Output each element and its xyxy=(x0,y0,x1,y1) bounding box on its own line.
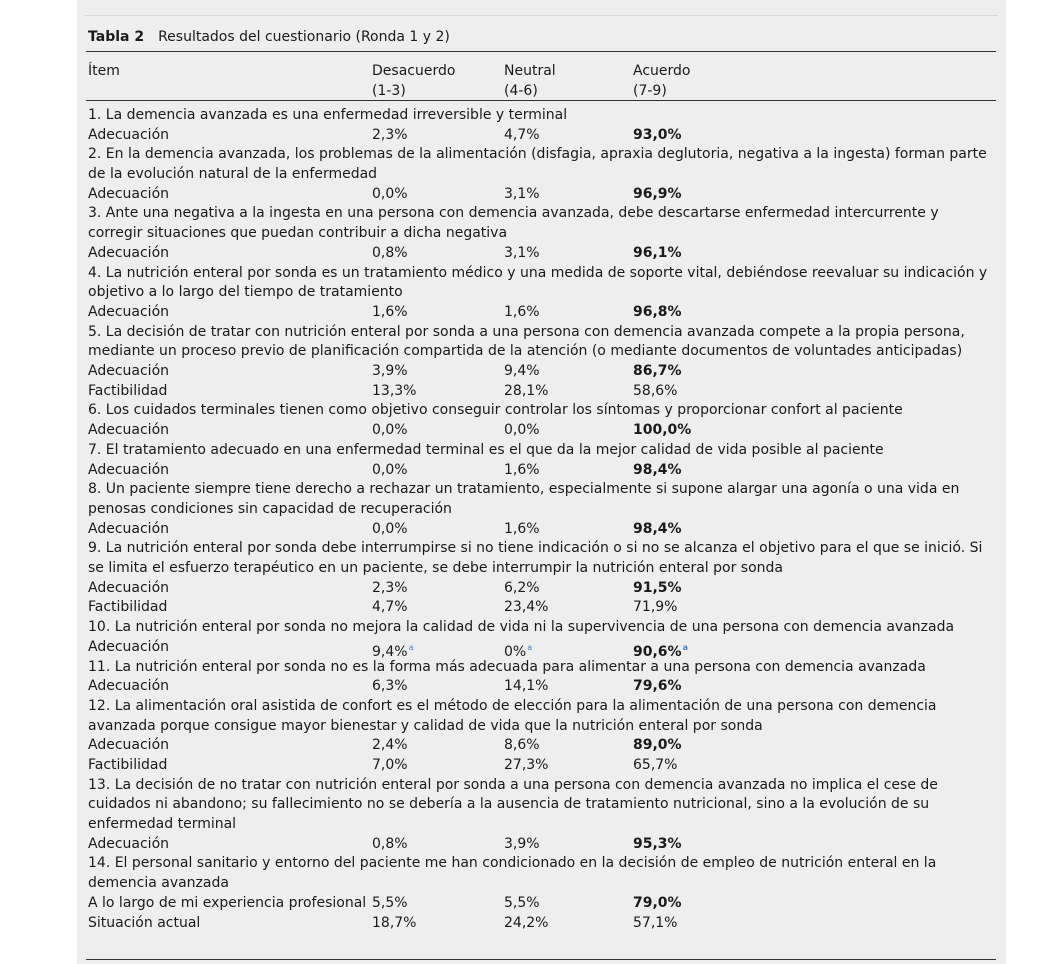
table-item xyxy=(88,618,993,660)
agree-value xyxy=(633,461,682,481)
disagree-value-text: 2,3% xyxy=(372,579,408,596)
header-item-label: Ítem xyxy=(88,63,120,79)
disagree-value xyxy=(372,598,408,618)
neutral-value-text: 0,0% xyxy=(504,422,540,439)
neutral-value xyxy=(504,461,540,481)
disagree-value xyxy=(372,421,408,441)
disagree-value xyxy=(372,894,408,914)
table-row xyxy=(88,579,993,599)
header-disagree xyxy=(372,61,455,101)
neutral-value-text: 1,6% xyxy=(504,520,540,537)
agree-value xyxy=(633,677,682,697)
neutral-value xyxy=(504,894,540,914)
row-label xyxy=(88,382,167,402)
neutral-value-text: 4,7% xyxy=(504,126,540,143)
neutral-value-text: 6,2% xyxy=(504,579,540,596)
agree-value xyxy=(633,835,682,855)
neutral-value-text: 3,9% xyxy=(504,835,540,852)
row-label-text: Adecuación xyxy=(88,363,170,380)
table-row xyxy=(88,520,993,540)
table-title: Resultados del cuestionario (Ronda 1 y 2) xyxy=(158,29,450,45)
row-label xyxy=(88,914,200,934)
neutral-value xyxy=(504,579,540,599)
agree-value-text: 57,1% xyxy=(633,914,678,931)
row-label-text: Adecuación xyxy=(88,126,170,143)
disagree-value-text: 0,0% xyxy=(372,185,408,202)
neutral-value xyxy=(504,598,548,618)
agree-value-text: 58,6% xyxy=(633,382,678,399)
table-row xyxy=(88,382,993,402)
disagree-value xyxy=(372,185,408,205)
item-statement: 7. El tratamiento adecuado en una enfermedad terminal es el que da la mejor calidad de vida posible al paciente xyxy=(88,441,884,458)
table-row xyxy=(88,736,993,756)
disagree-value xyxy=(372,914,416,934)
item-statement: 14. El personal sanitario y entorno del paciente me han condicionado en la decisión de empleo de nutrición enteral en la demencia avanzada xyxy=(88,855,937,892)
neutral-value-text: 23,4% xyxy=(504,599,549,616)
agree-value-text: 71,9% xyxy=(633,599,678,616)
row-label-text: A lo largo de mi experiencia profesional xyxy=(88,894,367,911)
neutral-value-text: 5,5% xyxy=(504,894,540,911)
neutral-value-text: 3,1% xyxy=(504,244,540,261)
agree-value-text: 86,7% xyxy=(633,363,682,380)
table-row xyxy=(88,362,993,382)
table-caption xyxy=(88,29,450,45)
disagree-value xyxy=(372,677,408,697)
neutral-value-text: 0% xyxy=(504,643,527,660)
neutral-value-text: 14,1% xyxy=(504,678,549,695)
table-item xyxy=(88,658,993,697)
row-label-text: Adecuación xyxy=(88,303,170,320)
header-neutral-range: (4-6) xyxy=(504,83,538,99)
disagree-value xyxy=(372,362,408,382)
row-label xyxy=(88,736,169,756)
top-divider xyxy=(85,15,998,16)
table-row xyxy=(88,421,993,441)
disagree-value-text: 0,8% xyxy=(372,244,408,261)
row-label xyxy=(88,461,169,481)
neutral-value xyxy=(504,303,540,323)
disagree-value-text: 9,4% xyxy=(372,643,408,660)
row-label xyxy=(88,677,169,697)
item-statement: 2. En la demencia avanzada, los problemas de la alimentación (disfagia, apraxia deglutoria, negativa a la ingesta) forman parte de la evolución natural de la enfermedad xyxy=(88,146,987,183)
agree-value xyxy=(633,244,682,264)
table-row xyxy=(88,303,993,323)
disagree-value-text: 0,0% xyxy=(372,422,408,439)
row-label xyxy=(88,244,169,264)
item-statement: 4. La nutrición enteral por sonda es un tratamiento médico y una medida de soporte vital, debiéndose reevaluar su indicación y objetivo a lo largo del tiempo de tratamiento xyxy=(88,264,988,301)
row-label-text: Situación actual xyxy=(88,914,201,931)
neutral-value-text: 9,4% xyxy=(504,363,540,380)
footnote-marker[interactable]: a xyxy=(682,642,688,652)
neutral-value xyxy=(504,677,548,697)
table-item xyxy=(88,106,993,145)
row-label-text: Adecuación xyxy=(88,737,170,754)
disagree-value-text: 13,3% xyxy=(372,382,417,399)
agree-value xyxy=(633,894,682,914)
disagree-value xyxy=(372,244,408,264)
table-row xyxy=(88,638,993,658)
neutral-value xyxy=(504,914,548,934)
row-label-text: Adecuación xyxy=(88,422,170,439)
table-item xyxy=(88,264,993,323)
table-row xyxy=(88,914,993,934)
neutral-value-text: 1,6% xyxy=(504,461,540,478)
disagree-value-text: 4,7% xyxy=(372,599,408,616)
table-row xyxy=(88,835,993,855)
disagree-value xyxy=(372,579,408,599)
neutral-value-text: 3,1% xyxy=(504,185,540,202)
neutral-value xyxy=(504,638,532,663)
row-label xyxy=(88,303,169,323)
row-label xyxy=(88,894,366,914)
agree-value-text: 96,9% xyxy=(633,185,682,202)
agree-value xyxy=(633,185,682,205)
table-row xyxy=(88,756,993,776)
table-item xyxy=(88,323,993,402)
neutral-value xyxy=(504,244,540,264)
row-label-text: Factibilidad xyxy=(88,756,168,773)
agree-value-text: 90,6% xyxy=(633,643,682,660)
agree-value xyxy=(633,598,677,618)
table-row xyxy=(88,598,993,618)
table-item xyxy=(88,204,993,263)
neutral-value xyxy=(504,362,540,382)
item-statement: 10. La nutrición enteral por sonda no mejora la calidad de vida ni la supervivencia de una persona con demencia avanzada xyxy=(88,619,955,636)
row-label-text: Adecuación xyxy=(88,244,170,261)
row-label xyxy=(88,598,167,618)
agree-value-text: 98,4% xyxy=(633,461,682,478)
header-agree-label: Acuerdo xyxy=(633,63,691,79)
agree-value xyxy=(633,638,688,663)
table-item xyxy=(88,539,993,618)
agree-value-text: 98,4% xyxy=(633,520,682,537)
table-row xyxy=(88,244,993,264)
row-label xyxy=(88,835,169,855)
disagree-value xyxy=(372,835,408,855)
neutral-value xyxy=(504,185,540,205)
row-label-text: Adecuación xyxy=(88,678,170,695)
row-label-text: Adecuación xyxy=(88,461,170,478)
table-row xyxy=(88,461,993,481)
agree-value-text: 96,1% xyxy=(633,244,682,261)
neutral-value xyxy=(504,382,548,402)
disagree-value xyxy=(372,126,408,146)
item-statement: 9. La nutrición enteral por sonda debe interrumpirse si no tiene indicación o si no se alcanza el objetivo para el que se inició. Si se limita el esfuerzo terapéutico en un paciente, se debe interrumpir la nutrición enteral por sonda xyxy=(88,540,983,577)
table-item xyxy=(88,480,993,539)
agree-value xyxy=(633,756,677,776)
table-item xyxy=(88,776,993,855)
row-label-text: Adecuación xyxy=(88,579,170,596)
row-label-text: Adecuación xyxy=(88,185,170,202)
row-label xyxy=(88,520,169,540)
table-item xyxy=(88,145,993,204)
item-statement: 5. La decisión de tratar con nutrición enteral por sonda a una persona con demencia avanzada compete a la propia persona, mediante un proceso previo de planificación compartida de la atención (o mediante documentos de voluntades anticipadas) xyxy=(88,323,965,360)
row-label-text: Adecuación xyxy=(88,520,170,537)
row-label xyxy=(88,126,169,146)
disagree-value xyxy=(372,638,413,663)
disagree-value-text: 5,5% xyxy=(372,894,408,911)
footnote-marker[interactable]: a xyxy=(408,642,414,652)
header-agree-range: (7-9) xyxy=(633,83,667,99)
header-neutral-label: Neutral xyxy=(504,63,556,79)
disagree-value xyxy=(372,520,408,540)
agree-value-text: 95,3% xyxy=(633,835,682,852)
disagree-value xyxy=(372,736,408,756)
table-row xyxy=(88,126,993,146)
neutral-value xyxy=(504,520,540,540)
agree-value-text: 79,6% xyxy=(633,678,682,695)
agree-value xyxy=(633,914,677,934)
table-row xyxy=(88,894,993,914)
table-row xyxy=(88,677,993,697)
row-label-text: Factibilidad xyxy=(88,382,168,399)
row-label xyxy=(88,756,167,776)
neutral-value xyxy=(504,756,548,776)
agree-value xyxy=(633,382,677,402)
row-label-text: Factibilidad xyxy=(88,599,168,616)
agree-value xyxy=(633,736,682,756)
agree-value xyxy=(633,421,691,441)
disagree-value-text: 0,0% xyxy=(372,461,408,478)
agree-value xyxy=(633,520,682,540)
disagree-value xyxy=(372,461,408,481)
item-statement: 3. Ante una negativa a la ingesta en una persona con demencia avanzada, debe descartarse enfermedad intercurrente y corregir situaciones que puedan contribuir a dicha negativa xyxy=(88,205,939,242)
row-label xyxy=(88,362,169,382)
table-body xyxy=(88,106,993,933)
disagree-value-text: 2,3% xyxy=(372,126,408,143)
neutral-value-text: 27,3% xyxy=(504,756,549,773)
disagree-value-text: 7,0% xyxy=(372,756,408,773)
item-statement: 1. La demencia avanzada es una enfermedad irreversible y terminal xyxy=(88,107,568,123)
item-statement: 8. Un paciente siempre tiene derecho a rechazar un tratamiento, especialmente si supone alargar una agonía o una vida en penosas condiciones sin capacidad de recuperación xyxy=(88,481,960,517)
item-statement: 13. La decisión de no tratar con nutrición enteral por sonda a una persona con demencia avanzada no implica el cese de cuidados ni abandono; su fallecimiento no se debería a la ausencia de tratamiento nutricional, sino a la evolución de su enfermedad terminal xyxy=(88,776,938,833)
neutral-value xyxy=(504,835,540,855)
header-neutral xyxy=(504,61,556,101)
disagree-value-text: 2,4% xyxy=(372,737,408,754)
item-statement: 12. La alimentación oral asistida de confort es el método de elección para la alimentación de una persona con demencia avanzada porque consigue mayor bienestar y calidad de vida que la nutrición enteral por sonda xyxy=(88,697,937,734)
table-bottom-rule xyxy=(86,959,996,960)
agree-value xyxy=(633,579,682,599)
disagree-value-text: 1,6% xyxy=(372,303,408,320)
agree-value xyxy=(633,126,682,146)
table-item xyxy=(88,697,993,776)
header-bottom-rule xyxy=(86,100,996,101)
table-item xyxy=(88,441,993,480)
item-statement: 11. La nutrición enteral por sonda no es la forma más adecuada para alimentar a una persona con demencia avanzada xyxy=(88,658,926,675)
agree-value-text: 65,7% xyxy=(633,756,678,773)
disagree-value xyxy=(372,303,408,323)
agree-value-text: 89,0% xyxy=(633,737,682,754)
disagree-value-text: 3,9% xyxy=(372,363,408,380)
row-label xyxy=(88,579,169,599)
header-disagree-label: Desacuerdo xyxy=(372,63,456,79)
neutral-value xyxy=(504,126,540,146)
document-page xyxy=(77,0,1006,964)
header-disagree-range: (1-3) xyxy=(372,83,406,99)
header-item xyxy=(88,61,120,81)
disagree-value-text: 0,0% xyxy=(372,520,408,537)
neutral-value-text: 28,1% xyxy=(504,382,549,399)
footnote-marker[interactable]: a xyxy=(527,642,533,652)
item-statement: 6. Los cuidados terminales tienen como objetivo conseguir controlar los síntomas y proporcionar confort al paciente xyxy=(88,402,903,419)
agree-value-text: 79,0% xyxy=(633,894,682,911)
row-label-text: Adecuación xyxy=(88,835,170,852)
neutral-value xyxy=(504,421,540,441)
agree-value-text: 100,0% xyxy=(633,422,692,439)
table-item xyxy=(88,854,993,933)
neutral-value-text: 1,6% xyxy=(504,303,540,320)
header-agree xyxy=(633,61,690,101)
agree-value-text: 91,5% xyxy=(633,579,682,596)
table-row xyxy=(88,185,993,205)
agree-value xyxy=(633,362,682,382)
disagree-value-text: 0,8% xyxy=(372,835,408,852)
row-label xyxy=(88,638,169,658)
agree-value-text: 96,8% xyxy=(633,303,682,320)
table-item xyxy=(88,401,993,440)
disagree-value-text: 18,7% xyxy=(372,914,417,931)
disagree-value xyxy=(372,756,408,776)
header-top-rule xyxy=(86,51,996,52)
row-label xyxy=(88,421,169,441)
neutral-value xyxy=(504,736,540,756)
agree-value-text: 93,0% xyxy=(633,126,682,143)
neutral-value-text: 8,6% xyxy=(504,737,540,754)
table-label: Tabla 2 xyxy=(88,29,145,45)
disagree-value-text: 6,3% xyxy=(372,678,408,695)
row-label xyxy=(88,185,169,205)
row-label-text: Adecuación xyxy=(88,638,170,655)
disagree-value xyxy=(372,382,416,402)
agree-value xyxy=(633,303,682,323)
neutral-value-text: 24,2% xyxy=(504,914,549,931)
